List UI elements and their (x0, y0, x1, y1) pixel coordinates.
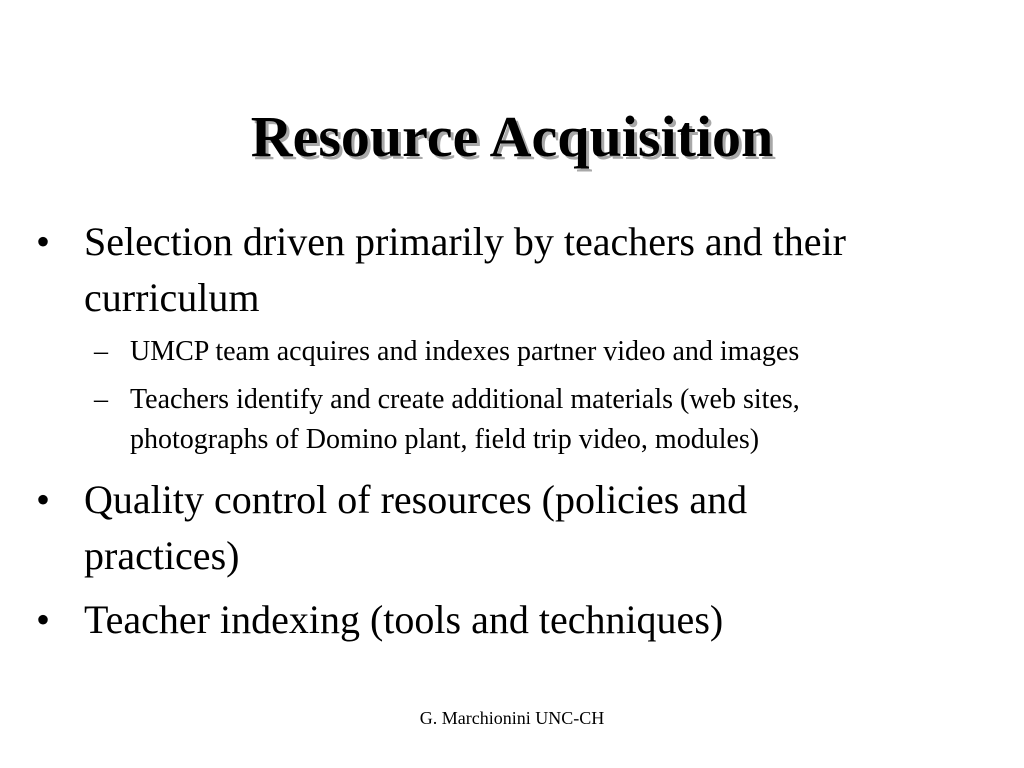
bullet-marker: • (36, 597, 51, 642)
slide-footer: G. Marchionini UNC-CH (419, 708, 605, 728)
bullet-text (84, 592, 984, 648)
bullet-item-selection (36, 214, 996, 326)
bullet-line: curriculum (84, 275, 260, 320)
bullet-line: practices) (84, 533, 240, 578)
bullet-text (84, 214, 984, 326)
bullet-marker: • (36, 219, 51, 264)
subbullet-text (130, 332, 990, 372)
subbullet-marker: – (94, 384, 108, 415)
subbullet-line: photographs of Domino plant, field trip video, modules) (130, 424, 760, 455)
bullet-line: Teacher indexing (tools and techniques) (84, 597, 724, 642)
subbullet-line: UMCP team acquires and indexes partner video and images (130, 336, 800, 367)
subbullet-item-umcp (94, 332, 994, 372)
subbullet-text (130, 380, 990, 460)
subbullet-line: Teachers identify and create additional materials (web sites, (130, 384, 800, 415)
bullet-text (84, 472, 984, 584)
bullet-item-teacher-indexing (36, 592, 996, 648)
bullet-item-quality-control (36, 472, 996, 584)
subbullet-item-teachers (94, 380, 994, 460)
bullet-marker: • (36, 477, 51, 522)
slide-title: Resource Acquisition (250, 104, 774, 169)
bullet-line: Quality control of resources (policies and (84, 477, 748, 522)
bullet-line: Selection driven primarily by teachers and their (84, 219, 846, 264)
subbullet-marker: – (94, 336, 108, 367)
